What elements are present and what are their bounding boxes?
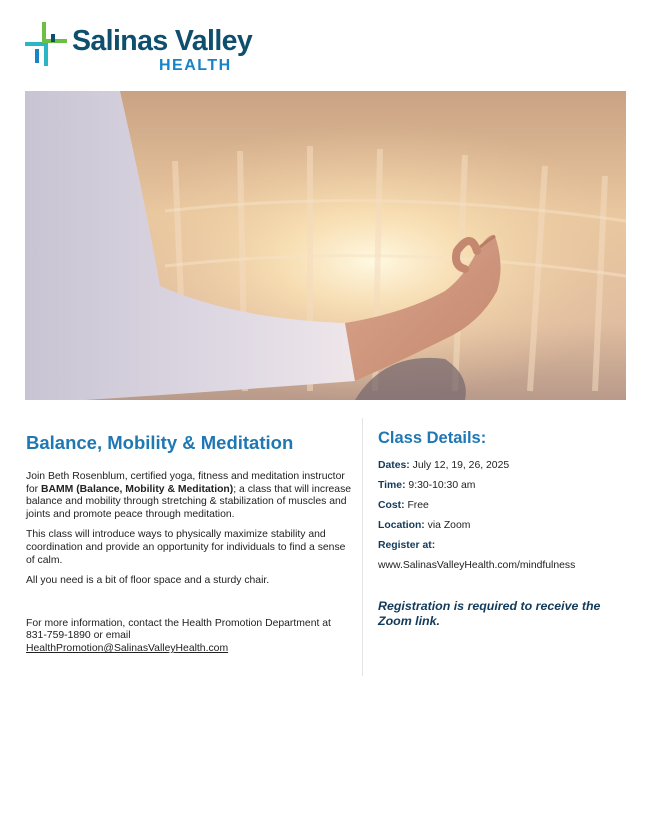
intro-text-start: Join Beth Rosenblum, certified yoga, fitness and meditation instructor for — [26, 471, 345, 495]
class-description — [26, 432, 352, 664]
brand-sub: HEALTH — [159, 57, 232, 74]
time-label: Time: — [378, 479, 406, 491]
registration-note: Registration is required to receive the Zoom link. — [378, 598, 601, 629]
brand-logo — [25, 22, 275, 74]
dates-label: Dates: — [378, 460, 410, 471]
cost-row — [378, 500, 628, 513]
details-title: Class Details: — [378, 429, 487, 447]
time-value: 9:30-10:30 am — [408, 479, 476, 491]
location-row — [378, 520, 628, 533]
location-label: Location: — [378, 519, 425, 531]
requirements-paragraph: All you need is a bit of floor space and a sturdy chair. — [26, 575, 270, 587]
intro-paragraph — [26, 471, 352, 521]
cross-icon — [25, 22, 69, 68]
cost-label: Cost: — [378, 499, 405, 511]
class-name-bold: BAMM (Balance, Mobility & Meditation) — [41, 483, 234, 495]
column-divider — [362, 418, 363, 676]
register-label: Register at: — [378, 539, 436, 551]
contact-paragraph — [26, 618, 352, 656]
brand-name: Salinas Valley — [72, 25, 253, 57]
intro-text-end: ; a class that will increase balance and mobility through stretching & stabilization of muscles and joints and promote peace through meditation. — [26, 483, 352, 520]
benefits-paragraph: This class will introduce ways to physically maximize stability and coordination and provide an opportunity for individuals to find a sense of calm. — [26, 529, 346, 566]
register-url[interactable]: www.SalinasValleyHealth.com/mindfulness — [378, 559, 576, 571]
contact-text: For more information, contact the Health Promotion Department at 831-759-1890 or email — [26, 617, 331, 642]
location-value: via Zoom — [427, 519, 471, 531]
dates-value: July 12, 19, 26, 2025 — [412, 460, 510, 471]
time-row — [378, 480, 628, 493]
cost-value: Free — [407, 499, 429, 511]
hero-image — [25, 91, 626, 400]
dates-row — [378, 460, 628, 473]
contact-email-link[interactable]: HealthPromotion@SalinasValleyHealth.com — [26, 642, 229, 654]
class-details — [378, 428, 628, 630]
class-title: Balance, Mobility & Meditation — [26, 432, 294, 453]
register-row — [378, 540, 628, 553]
